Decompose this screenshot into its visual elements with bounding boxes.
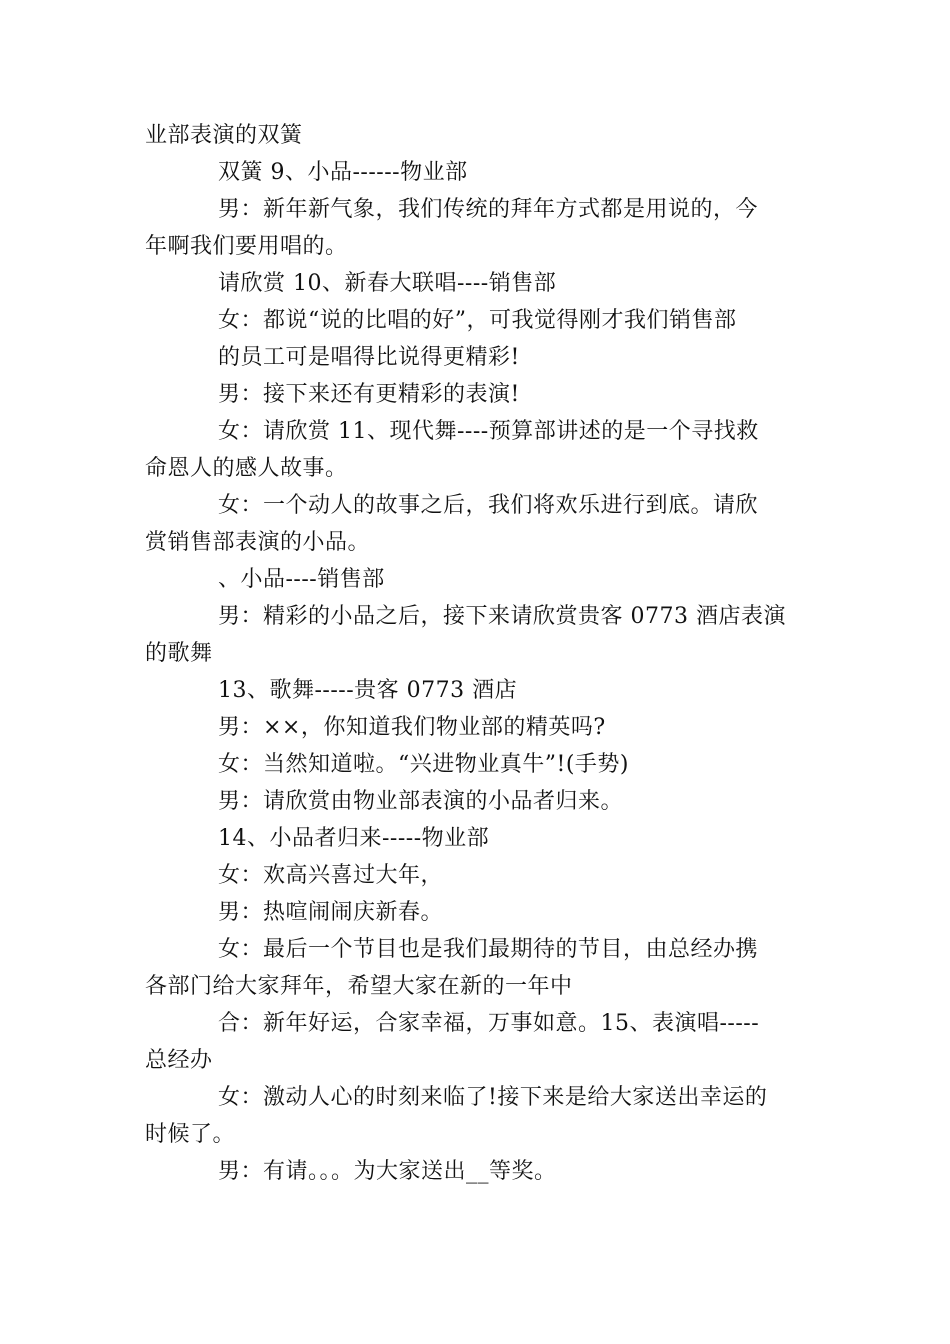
text-line: 男：××，你知道我们物业部的精英吗?: [218, 715, 606, 740]
text-line: 赏销售部表演的小品。: [145, 530, 371, 555]
text-line: 女：请欣赏 11、现代舞----预算部讲述的是一个寻找救: [218, 419, 759, 444]
text-line: 总经办: [145, 1048, 213, 1073]
text-line: 男：精彩的小品之后，接下来请欣赏贵客 0773 酒店表演: [218, 604, 786, 629]
text-line: 女：欢高兴喜过大年，: [218, 863, 444, 888]
text-line: 男：热喧闹闹庆新春。: [218, 900, 444, 925]
text-line: 的歌舞: [145, 641, 213, 666]
text-line: 女：当然知道啦。“兴进物业真牛”!(手势): [218, 752, 630, 777]
text-line: 男：新年新气象，我们传统的拜年方式都是用说的，今: [218, 197, 759, 222]
text-line: 女：都说“说的比唱的好”，可我觉得刚才我们销售部: [218, 308, 737, 333]
text-line: 女：一个动人的故事之后，我们将欢乐进行到底。请欣: [218, 493, 759, 518]
text-line: 年啊我们要用唱的。: [145, 234, 348, 259]
text-line: 各部门给大家拜年，希望大家在新的一年中: [145, 974, 573, 999]
text-line: 的员工可是唱得比说得更精彩!: [218, 345, 520, 370]
text-line: 女：激动人心的时刻来临了!接下来是给大家送出幸运的: [218, 1085, 768, 1110]
text-line: 男：请欣赏由物业部表演的小品者归来。: [218, 789, 624, 814]
text-line: 命恩人的感人故事。: [145, 456, 348, 481]
text-line: 男：接下来还有更精彩的表演!: [218, 382, 520, 407]
text-line: 女：最后一个节目也是我们最期待的节目，由总经办携: [218, 937, 759, 962]
text-line: 13、歌舞-----贵客 0773 酒店: [218, 678, 518, 703]
text-line: 14、小品者归来-----物业部: [218, 826, 490, 851]
text-line: 时候了。: [145, 1122, 236, 1147]
text-line: 业部表演的双簧: [145, 123, 303, 148]
text-line: 双簧 9、小品------物业部: [218, 160, 468, 185]
text-line: 请欣赏 10、新春大联唱----销售部: [218, 271, 557, 296]
text-line: 、小品----销售部: [218, 567, 385, 592]
text-line: 合：新年好运，合家幸福，万事如意。15、表演唱-----: [218, 1011, 760, 1036]
text-line: 男：有请。。。为大家送出__等奖。: [218, 1159, 557, 1184]
